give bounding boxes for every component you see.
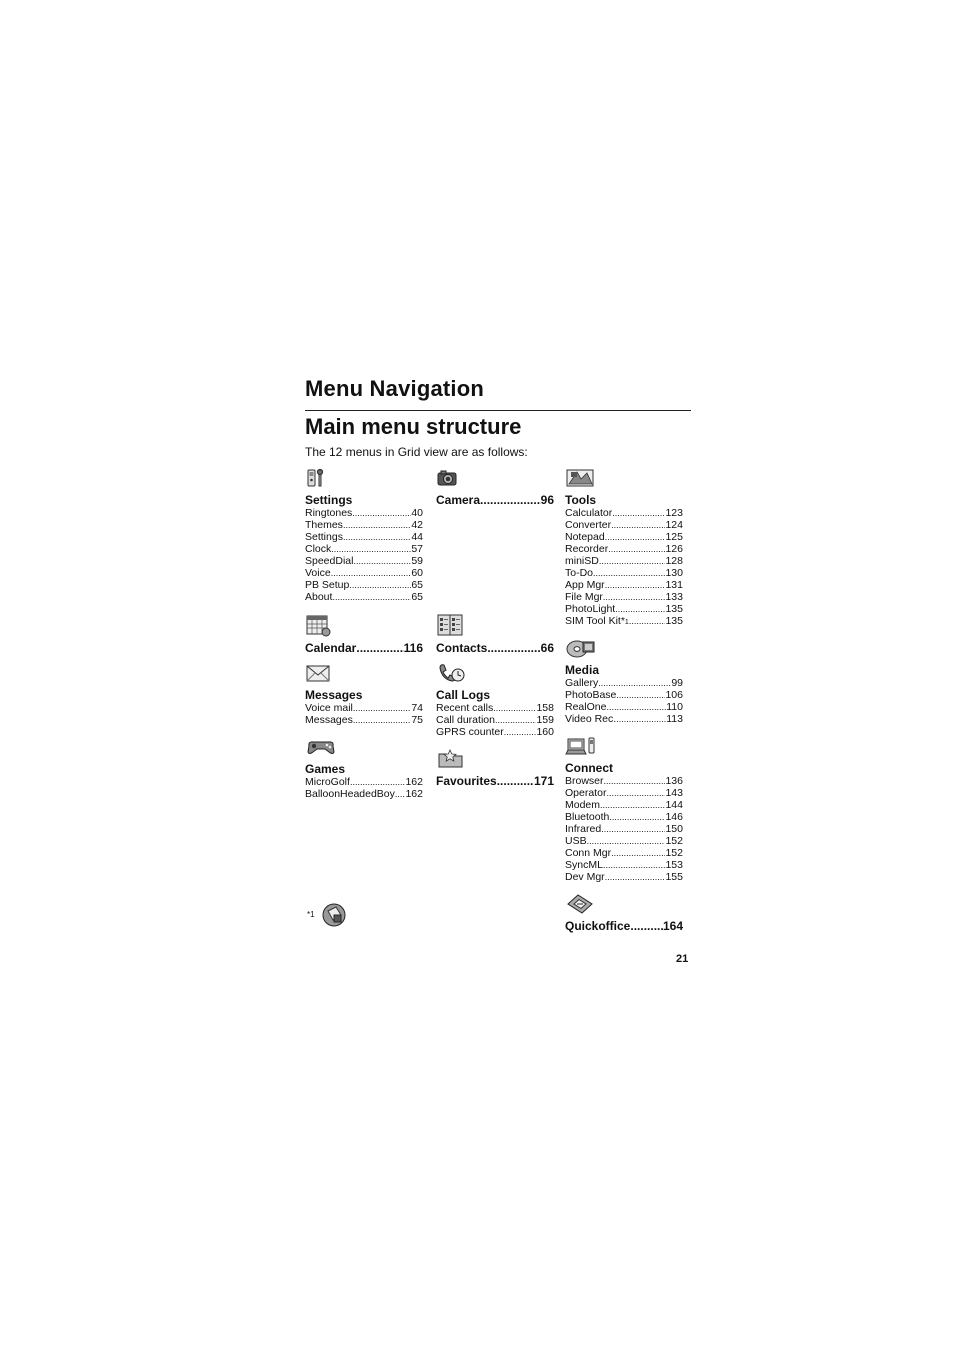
menu-item: SIM Tool Kit* 1 ..... 135	[565, 615, 683, 627]
menu-item-page: 42	[411, 519, 423, 531]
menu-heading: Camera ..... 96	[436, 493, 554, 507]
menu-item-label: Settings	[305, 531, 343, 543]
menu-item-label: Infrared	[565, 823, 602, 835]
leader-dots	[616, 713, 666, 725]
leader-dots	[629, 615, 666, 627]
menu-item	[565, 871, 683, 883]
call-logs-icon	[436, 662, 466, 684]
menu-item-page: 150	[665, 823, 683, 835]
menu-item	[305, 776, 423, 788]
sim-toolkit-icon	[321, 902, 347, 928]
menu-item	[565, 787, 683, 799]
leader-dots	[616, 689, 665, 701]
menu-messages	[305, 662, 423, 726]
menu-camera	[436, 467, 554, 507]
leader-dots	[603, 591, 666, 603]
leader-dots	[343, 519, 411, 531]
menu-heading: Settings	[305, 493, 353, 507]
section-title: Main menu structure	[305, 414, 522, 439]
menu-item	[565, 775, 683, 787]
menu-item-page: 113	[666, 713, 683, 725]
menu-item-page: 130	[665, 567, 683, 579]
menu-item-label: Ringtones	[305, 507, 353, 519]
menu-item	[565, 543, 683, 555]
leader-dots	[353, 714, 411, 726]
menu-item	[565, 799, 683, 811]
menu-item-label: GPRS counter	[436, 726, 504, 738]
menu-item	[565, 591, 683, 603]
menu-favourites	[436, 748, 554, 788]
menu-item-label: Converter	[565, 519, 612, 531]
menu-item	[436, 702, 554, 714]
connect-icon	[565, 735, 597, 757]
menu-item	[565, 701, 683, 713]
menu-games	[305, 736, 423, 800]
leader-dots	[599, 555, 666, 567]
leader-dots	[350, 776, 406, 788]
menu-heading: Quickoffice ..... 164	[565, 919, 683, 933]
menu-item-page: 155	[665, 871, 683, 883]
leader-dots	[353, 555, 411, 567]
menu-item-label: Themes	[305, 519, 343, 531]
chapter-title: Menu Navigation	[305, 376, 485, 401]
menu-item	[565, 567, 683, 579]
leader-dots	[605, 579, 666, 591]
menu-item-page: 40	[411, 507, 423, 519]
leader-dots	[504, 726, 537, 738]
leader-dots	[608, 543, 665, 555]
menu-item	[305, 507, 423, 519]
menu-item-page: 59	[411, 555, 423, 567]
menu-item	[436, 714, 554, 726]
leader-dots	[353, 702, 411, 714]
leader-dots	[615, 603, 665, 615]
menu-item-label: Modem	[565, 799, 601, 811]
menu-item-page: 106	[665, 689, 683, 701]
menu-connect	[565, 735, 683, 883]
menu-item-label: USB	[565, 835, 587, 847]
menu-item	[305, 788, 423, 800]
menu-item-page: 158	[536, 702, 554, 714]
menu-settings	[305, 467, 423, 603]
menu-item-label: Notepad	[565, 531, 605, 543]
menu-quickoffice	[565, 893, 683, 933]
menu-heading: Connect	[565, 761, 613, 775]
menu-item-label: RealOne	[565, 701, 607, 713]
menu-item-page: 143	[665, 787, 683, 799]
menu-item-label: Conn Mgr	[565, 847, 612, 859]
menu-item-label: miniSD	[565, 555, 599, 567]
menu-item	[565, 579, 683, 591]
menu-item-page: 153	[665, 859, 683, 871]
menu-item-page: 160	[536, 726, 554, 738]
menu-heading: Call Logs	[436, 688, 491, 702]
menu-item-page: 159	[536, 714, 554, 726]
menu-item-label: Browser	[565, 775, 604, 787]
menu-item-label: About	[305, 591, 333, 603]
menu-item-page: 124	[665, 519, 683, 531]
favourites-folder-icon	[436, 748, 466, 770]
menu-item-label: Clock	[305, 543, 332, 555]
leader-dots	[331, 543, 411, 555]
envelope-icon	[305, 662, 331, 684]
menu-item-label: MicroGolf	[305, 776, 350, 788]
menu-media	[565, 637, 683, 725]
quickoffice-icon	[565, 893, 595, 915]
menu-item	[565, 823, 683, 835]
menu-item	[565, 835, 683, 847]
leader-dots	[349, 579, 411, 591]
menu-item	[565, 677, 683, 689]
leader-dots	[605, 871, 666, 883]
leader-dots	[605, 531, 666, 543]
menu-heading: Tools	[565, 493, 597, 507]
menu-item	[565, 519, 683, 531]
menu-item-label: PhotoBase	[565, 689, 617, 701]
page-number: 21	[676, 953, 689, 965]
menu-heading: Games	[305, 762, 346, 776]
menu-item	[305, 543, 423, 555]
calendar-icon	[305, 613, 331, 637]
menu-item-page: 162	[405, 776, 423, 788]
menu-item-label: SIM Tool Kit*	[565, 615, 625, 627]
menu-item-label: App Mgr	[565, 579, 605, 591]
menu-item-page: 60	[411, 567, 423, 579]
menu-item-label: PB Setup	[305, 579, 350, 591]
menu-item	[565, 603, 683, 615]
menu-contacts	[436, 613, 554, 655]
footnote-mark: *1	[307, 910, 315, 919]
leader-dots	[611, 519, 665, 531]
leader-dots	[352, 507, 411, 519]
menu-item-label: Voice	[305, 567, 331, 579]
menu-item-page: 125	[665, 531, 683, 543]
leader-dots	[601, 823, 665, 835]
menu-item-page: 152	[665, 847, 683, 859]
menu-item-label: Bluetooth	[565, 811, 610, 823]
menu-item-label: Dev Mgr	[565, 871, 605, 883]
menu-calendar	[305, 613, 423, 655]
title-divider	[305, 410, 691, 411]
settings-icon	[305, 467, 327, 489]
menu-item	[305, 519, 423, 531]
menu-item-page: 135	[665, 615, 683, 627]
leader-dots	[493, 702, 536, 714]
camera-icon	[436, 467, 458, 489]
menu-item	[305, 714, 423, 726]
menu-item-label: To-Do	[565, 567, 594, 579]
menu-item-label: Operator	[565, 787, 607, 799]
menu-item-label: Calculator	[565, 507, 613, 519]
menu-item-page: 133	[665, 591, 683, 603]
menu-item-page: 65	[411, 579, 423, 591]
menu-item	[305, 591, 423, 603]
leader-dots	[587, 835, 666, 847]
menu-item-page: 99	[671, 677, 683, 689]
menu-heading: Contacts ..... 66	[436, 641, 554, 655]
menu-item-page: 146	[665, 811, 683, 823]
tools-icon	[565, 467, 597, 489]
menu-item-page: 44	[411, 531, 423, 543]
menu-heading: Messages	[305, 688, 363, 702]
menu-item	[305, 567, 423, 579]
menu-item	[305, 531, 423, 543]
menu-item-page: 162	[405, 788, 423, 800]
menu-item	[565, 555, 683, 567]
leader-dots	[598, 677, 671, 689]
menu-heading: Media	[565, 663, 600, 677]
menu-item	[305, 579, 423, 591]
contacts-icon	[436, 613, 464, 637]
menu-item-page: 57	[411, 543, 423, 555]
leader-dots	[495, 714, 537, 726]
leader-dots	[609, 811, 665, 823]
menu-item-label: Gallery	[565, 677, 599, 689]
menu-item-page: 131	[665, 579, 683, 591]
menu-item-page: 123	[665, 507, 683, 519]
menu-item-label: Video Rec.	[565, 713, 617, 725]
footnote	[307, 902, 357, 928]
menu-heading: Favourites ..... 171	[436, 774, 554, 788]
menu-item-page: 65	[411, 591, 423, 603]
menu-item-label: Voice mail	[305, 702, 353, 714]
leader-dots	[611, 847, 665, 859]
menu-item-page: 135	[665, 603, 683, 615]
menu-item	[436, 726, 554, 738]
leader-dots	[600, 799, 665, 811]
leader-dots	[343, 531, 411, 543]
menu-item-page: 144	[665, 799, 683, 811]
menu-item-page: 128	[665, 555, 683, 567]
menu-call-logs	[436, 662, 554, 738]
menu-item-page: 136	[665, 775, 683, 787]
leader-dots	[606, 787, 665, 799]
leader-dots	[612, 507, 665, 519]
media-icon	[565, 637, 597, 659]
menu-tools	[565, 467, 683, 627]
menu-item-page: 126	[665, 543, 683, 555]
menu-item-label: PhotoLight	[565, 603, 616, 615]
menu-item-label: Recent calls	[436, 702, 494, 714]
menu-item-label: SpeedDial	[305, 555, 354, 567]
menu-item-label: Recorder	[565, 543, 609, 555]
menu-item-label: SyncML	[565, 859, 603, 871]
menu-item	[565, 507, 683, 519]
menu-item-page: 152	[665, 835, 683, 847]
menu-item-label: Messages	[305, 714, 353, 726]
menu-item	[565, 713, 683, 725]
menu-item	[565, 811, 683, 823]
menu-item	[305, 555, 423, 567]
leader-dots	[331, 567, 412, 579]
menu-item-label: File Mgr	[565, 591, 603, 603]
menu-item-label: BalloonHeadedBoy	[305, 788, 395, 800]
menu-item	[565, 847, 683, 859]
menu-item	[565, 859, 683, 871]
menu-heading: Calendar ..... 116	[305, 641, 423, 655]
leader-dots	[606, 701, 666, 713]
menu-item-page: 75	[411, 714, 423, 726]
menu-item-label: Call duration	[436, 714, 495, 726]
menu-item	[565, 689, 683, 701]
leader-dots	[603, 859, 666, 871]
leader-dots	[604, 775, 666, 787]
intro-text: The 12 menus in Grid view are as follows:	[305, 445, 528, 459]
menu-item-page: 110	[666, 701, 683, 713]
leader-dots	[593, 567, 665, 579]
gamepad-icon	[305, 736, 337, 758]
menu-item	[305, 702, 423, 714]
menu-item-page: 74	[411, 702, 423, 714]
leader-dots	[395, 788, 406, 800]
leader-dots	[332, 591, 411, 603]
menu-item	[565, 531, 683, 543]
